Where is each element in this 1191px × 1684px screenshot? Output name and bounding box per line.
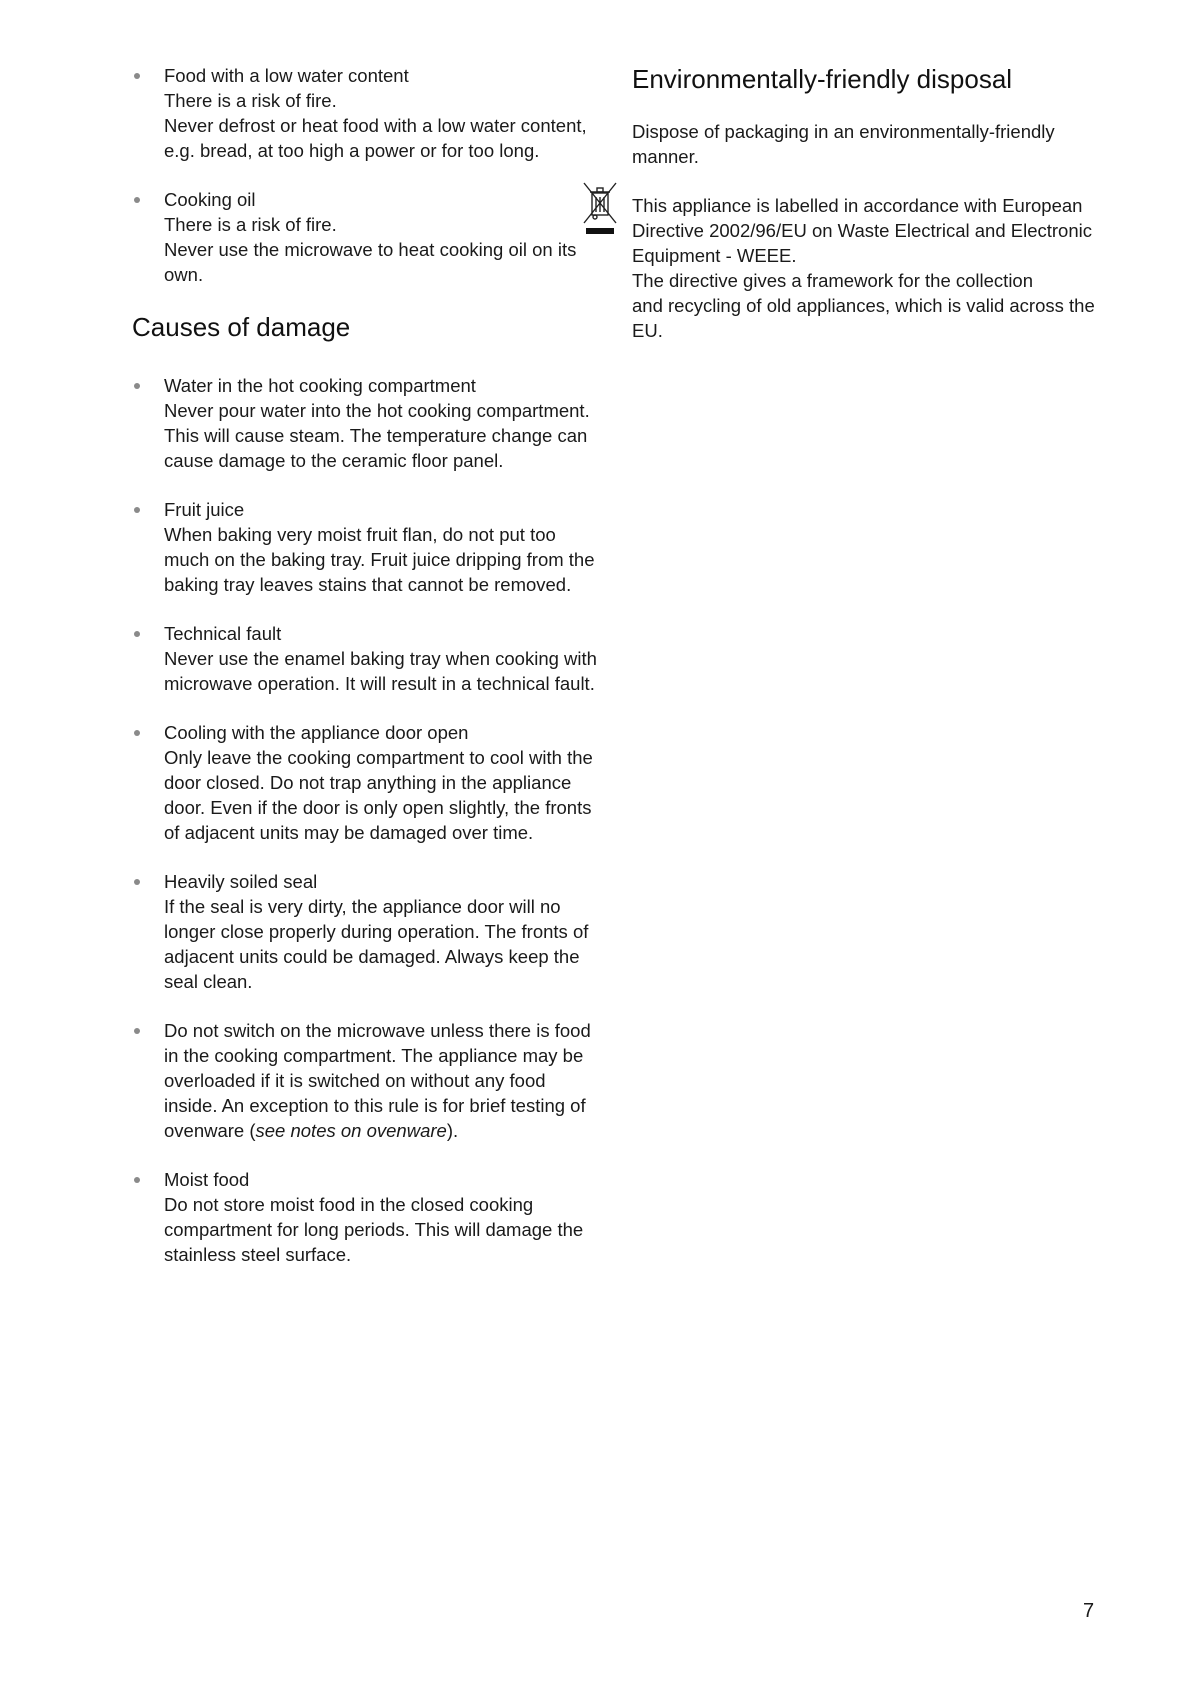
bullet-dot-icon bbox=[134, 383, 140, 389]
item-line: If the seal is very dirty, the appliance door will no bbox=[164, 896, 561, 917]
para-line: This appliance is labelled in accordance with European bbox=[632, 195, 1083, 216]
item-line: Do not store moist food in the closed cooking bbox=[164, 1194, 534, 1215]
list-item bbox=[132, 720, 602, 845]
item-title: Water in the hot cooking compartment bbox=[164, 375, 476, 396]
para-line: manner. bbox=[632, 146, 699, 167]
item-line: microwave operation. It will result in a technical fault. bbox=[164, 673, 595, 694]
section-heading-causes-of-damage: Causes of damage bbox=[132, 312, 351, 342]
list-item bbox=[132, 63, 602, 163]
para-line: Dispose of packaging in an environmentally-friendly bbox=[632, 121, 1055, 142]
bullet-dot-icon bbox=[134, 631, 140, 637]
item-line: door closed. Do not trap anything in the appliance bbox=[164, 772, 572, 793]
bullet-dot-icon bbox=[134, 1028, 140, 1034]
bullet-dot-icon bbox=[134, 73, 140, 79]
left-column bbox=[132, 63, 602, 1291]
para-line: Equipment - WEEE. bbox=[632, 245, 797, 266]
item-title: Food with a low water content bbox=[164, 65, 409, 86]
item-line: much on the baking tray. Fruit juice dripping from the bbox=[164, 549, 595, 570]
item-line: Never use the enamel baking tray when cooking with bbox=[164, 648, 597, 669]
item-line-suffix: ). bbox=[446, 1120, 459, 1141]
item-line: cause damage to the ceramic floor panel. bbox=[164, 450, 504, 471]
item-line: Never use the microwave to heat cooking oil on its bbox=[164, 239, 577, 260]
item-line: When baking very moist fruit flan, do not put too bbox=[164, 524, 556, 545]
item-line: of adjacent units may be damaged over time. bbox=[164, 822, 534, 843]
item-line: door. Even if the door is only open slightly, the fronts bbox=[164, 797, 592, 818]
item-title: Moist food bbox=[164, 1169, 250, 1190]
bullet-dot-icon bbox=[134, 1177, 140, 1183]
item-line: overloaded if it is switched on without any food bbox=[164, 1070, 546, 1091]
item-line: e.g. bread, at too high a power or for too long. bbox=[164, 140, 540, 161]
crossed-out-wheelie-bin-icon bbox=[582, 181, 618, 237]
item-line: baking tray leaves stains that cannot be removed. bbox=[164, 574, 572, 595]
item-title: Fruit juice bbox=[164, 499, 245, 520]
packaging-paragraph bbox=[632, 119, 1102, 169]
para-line: The directive gives a framework for the collection bbox=[632, 270, 1034, 291]
bullet-dot-icon bbox=[134, 197, 140, 203]
section-heading-disposal: Environmentally-friendly disposal bbox=[632, 64, 1013, 94]
item-line: Never pour water into the hot cooking compartment. bbox=[164, 400, 590, 421]
para-line: and recycling of old appliances, which is valid across the bbox=[632, 295, 1095, 316]
page-number: 7 bbox=[1083, 1600, 1095, 1622]
item-line: longer close properly during operation. The fronts of bbox=[164, 921, 589, 942]
list-item bbox=[132, 1018, 602, 1143]
item-line: compartment for long periods. This will damage the bbox=[164, 1219, 584, 1240]
item-line bbox=[164, 1118, 602, 1143]
item-line: There is a risk of fire. bbox=[164, 214, 337, 235]
item-line: Never defrost or heat food with a low water content, bbox=[164, 115, 587, 136]
item-line: in the cooking compartment. The appliance may be bbox=[164, 1045, 584, 1066]
item-line: Only leave the cooking compartment to cool with the bbox=[164, 747, 593, 768]
item-title: Do not switch on the microwave unless there is food bbox=[164, 1020, 591, 1041]
item-title: Technical fault bbox=[164, 623, 282, 644]
para-line: EU. bbox=[632, 320, 663, 341]
bullet-dot-icon bbox=[134, 507, 140, 513]
bullet-dot-icon bbox=[134, 730, 140, 736]
item-line: inside. An exception to this rule is for brief testing of bbox=[164, 1095, 586, 1116]
item-title: Cooking oil bbox=[164, 189, 256, 210]
item-line: stainless steel surface. bbox=[164, 1244, 352, 1265]
para-line: Directive 2002/96/EU on Waste Electrical and Electronic bbox=[632, 220, 1092, 241]
item-line: This will cause steam. The temperature change can bbox=[164, 425, 588, 446]
right-column bbox=[632, 63, 1102, 367]
bullet-dot-icon bbox=[134, 879, 140, 885]
item-line-italic-reference: see notes on ovenware bbox=[255, 1120, 447, 1141]
weee-block bbox=[632, 193, 1102, 343]
item-line: seal clean. bbox=[164, 971, 253, 992]
list-item bbox=[132, 187, 602, 287]
weee-paragraph bbox=[632, 193, 1102, 343]
item-line: adjacent units could be damaged. Always keep the bbox=[164, 946, 580, 967]
list-item bbox=[132, 869, 602, 994]
item-title: Cooling with the appliance door open bbox=[164, 722, 469, 743]
item-title: Heavily soiled seal bbox=[164, 871, 318, 892]
item-line-prefix: ovenware ( bbox=[164, 1120, 256, 1141]
list-item bbox=[132, 497, 602, 597]
item-line: There is a risk of fire. bbox=[164, 90, 337, 111]
list-item bbox=[132, 373, 602, 473]
list-item bbox=[132, 621, 602, 696]
item-line: own. bbox=[164, 264, 204, 285]
list-item bbox=[132, 1167, 602, 1267]
